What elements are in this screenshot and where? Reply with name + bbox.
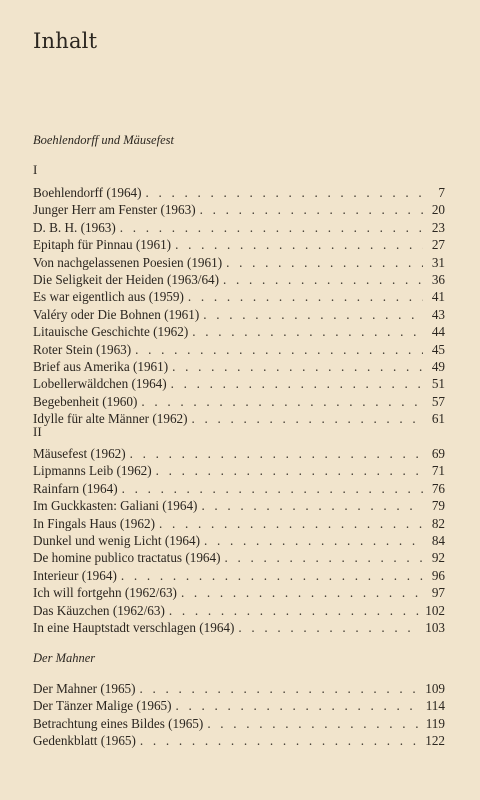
section-heading-1: Boehlendorff und Mäusefest bbox=[33, 133, 174, 147]
toc-entry-title: Die Seligkeit der Heiden (1963/64) bbox=[33, 271, 220, 287]
toc-entry bbox=[33, 584, 445, 601]
toc-entry-title: Von nachgelassenen Poesien (1961) bbox=[33, 254, 223, 270]
toc-entry bbox=[33, 732, 445, 749]
toc-entry-title: Der Mahner (1965) bbox=[33, 681, 136, 696]
dot-leader bbox=[171, 375, 423, 392]
toc-entry-page: 114 bbox=[425, 698, 445, 714]
dot-leader bbox=[181, 584, 423, 601]
toc-entry-title: In eine Hauptstadt verschlagen (1964) bbox=[33, 619, 235, 635]
dot-leader bbox=[172, 358, 423, 375]
toc-entry-page: 45 bbox=[431, 341, 445, 357]
toc-entry-title: Im Guckkasten: Galiani (1964) bbox=[33, 498, 198, 514]
toc-entry-title: Roter Stein (1963) bbox=[33, 341, 132, 357]
toc-entry-page: 82 bbox=[431, 515, 445, 531]
toc-entry-page: 36 bbox=[431, 271, 445, 287]
dot-leader bbox=[238, 619, 421, 636]
toc-entry-title: Betrachtung eines Bildes (1965) bbox=[33, 715, 204, 731]
toc-entry-page: 57 bbox=[431, 393, 445, 409]
toc-entry-title: D. B. H. (1963) bbox=[33, 219, 116, 235]
toc-entry-title: Gedenkblatt (1965) bbox=[33, 733, 136, 749]
section-heading-2: Der Mahner bbox=[33, 651, 96, 665]
toc-entry bbox=[33, 306, 445, 323]
toc-entry-page: 92 bbox=[431, 550, 445, 566]
toc-entry bbox=[33, 410, 445, 427]
dot-leader bbox=[176, 697, 422, 714]
toc-entry-title: Mäusefest (1962) bbox=[33, 446, 126, 461]
toc-entry bbox=[33, 341, 445, 358]
toc-entry-title: Brief aus Amerika (1961) bbox=[33, 358, 169, 374]
toc-entry-title: Dunkel und wenig Licht (1964) bbox=[33, 532, 201, 548]
dot-leader bbox=[122, 480, 423, 497]
dot-leader bbox=[223, 271, 423, 288]
dot-leader bbox=[225, 549, 423, 566]
toc-entry-title: Begebenheit (1960) bbox=[33, 393, 138, 409]
toc-entry bbox=[33, 201, 445, 218]
dot-leader bbox=[141, 393, 423, 410]
dot-leader bbox=[203, 306, 423, 323]
toc-entry-page: 79 bbox=[431, 498, 445, 514]
toc-entry-page: 27 bbox=[431, 237, 445, 253]
toc-entry-title: Es war eigentlich aus (1959) bbox=[33, 289, 184, 305]
dot-leader bbox=[140, 732, 421, 749]
toc-entry-page: 122 bbox=[425, 733, 445, 749]
toc-entry-title: Litauische Geschichte (1962) bbox=[33, 324, 189, 340]
toc-entry-page: 69 bbox=[431, 446, 445, 461]
toc-entry-page: 119 bbox=[425, 715, 445, 731]
toc-entry-page: 109 bbox=[425, 681, 445, 696]
toc-entry bbox=[33, 462, 445, 479]
dot-leader bbox=[188, 288, 423, 305]
dot-leader bbox=[200, 201, 423, 218]
dot-leader bbox=[140, 680, 422, 697]
toc-entry bbox=[33, 445, 445, 462]
dot-leader bbox=[175, 236, 423, 253]
dot-leader bbox=[120, 219, 423, 236]
dot-leader bbox=[159, 515, 423, 532]
toc-entry-title: Epitaph für Pinnau (1961) bbox=[33, 237, 172, 253]
dot-leader bbox=[169, 602, 421, 619]
toc-entry-page: 103 bbox=[425, 619, 445, 635]
toc-entry bbox=[33, 323, 445, 340]
dot-leader bbox=[201, 497, 423, 514]
toc-entry-page: 102 bbox=[425, 602, 445, 618]
dot-leader bbox=[207, 715, 421, 732]
toc-entry-page: 96 bbox=[431, 567, 445, 583]
toc-entry-title: Junger Herr am Fenster (1963) bbox=[33, 202, 196, 218]
page-title: Inhalt bbox=[33, 29, 98, 53]
toc-entry-title: Rainfarn (1964) bbox=[33, 480, 118, 496]
toc-list-part-1 bbox=[33, 184, 445, 427]
dot-leader bbox=[121, 567, 423, 584]
toc-entry-page: 31 bbox=[431, 254, 445, 270]
toc-entry-page: 20 bbox=[431, 202, 445, 218]
toc-entry bbox=[33, 375, 445, 392]
toc-entry-title: Lobellerwäldchen (1964) bbox=[33, 376, 167, 392]
toc-entry bbox=[33, 358, 445, 375]
toc-entry bbox=[33, 619, 445, 636]
toc-entry-page: 61 bbox=[431, 411, 445, 427]
toc-entry-title: De homine publico tractatus (1964) bbox=[33, 550, 221, 566]
toc-entry-title: Das Käuzchen (1962/63) bbox=[33, 602, 165, 618]
toc-entry bbox=[33, 602, 445, 619]
toc-entry-page: 71 bbox=[431, 463, 445, 479]
toc-entry bbox=[33, 549, 445, 566]
dot-leader bbox=[226, 254, 423, 271]
toc-entry-title: In Fingals Haus (1962) bbox=[33, 515, 155, 531]
toc-entry-page: 43 bbox=[431, 306, 445, 322]
toc-list-section-2 bbox=[33, 680, 445, 750]
toc-entry-page: 51 bbox=[431, 376, 445, 392]
toc-entry bbox=[33, 480, 445, 497]
toc-entry-title: Der Tänzer Malige (1965) bbox=[33, 698, 172, 714]
toc-entry bbox=[33, 697, 445, 714]
part-numeral-2: II bbox=[33, 424, 42, 439]
toc-entry-page: 41 bbox=[431, 289, 445, 305]
toc-entry-title: Idylle für alte Männer (1962) bbox=[33, 411, 188, 427]
toc-entry bbox=[33, 219, 445, 236]
dot-leader bbox=[135, 341, 423, 358]
dot-leader bbox=[156, 462, 423, 479]
toc-entry bbox=[33, 567, 445, 584]
toc-entry bbox=[33, 715, 445, 732]
toc-entry bbox=[33, 393, 445, 410]
toc-entry bbox=[33, 497, 445, 514]
toc-entry bbox=[33, 254, 445, 271]
toc-entry-page: 49 bbox=[431, 358, 445, 374]
toc-entry-title: Ich will fortgehn (1962/63) bbox=[33, 585, 177, 601]
toc-entry-page: 7 bbox=[438, 185, 445, 200]
toc-entry-title: Interieur (1964) bbox=[33, 567, 117, 583]
dot-leader bbox=[146, 184, 423, 201]
toc-entry bbox=[33, 532, 445, 549]
dot-leader bbox=[192, 410, 423, 427]
dot-leader bbox=[130, 445, 423, 462]
toc-entry bbox=[33, 236, 445, 253]
part-numeral-1: I bbox=[33, 162, 38, 177]
toc-entry-page: 76 bbox=[431, 480, 445, 496]
toc-entry bbox=[33, 271, 445, 288]
dot-leader bbox=[192, 323, 423, 340]
toc-entry-page: 23 bbox=[431, 219, 445, 235]
toc-entry-title: Valéry oder Die Bohnen (1961) bbox=[33, 306, 200, 322]
toc-list-part-2 bbox=[33, 445, 445, 636]
toc-entry-page: 84 bbox=[431, 532, 445, 548]
toc-entry bbox=[33, 680, 445, 697]
dot-leader bbox=[204, 532, 423, 549]
toc-entry bbox=[33, 288, 445, 305]
toc-entry bbox=[33, 184, 445, 201]
toc-entry-page: 97 bbox=[431, 585, 445, 601]
toc-entry-title: Lipmanns Leib (1962) bbox=[33, 463, 152, 479]
toc-entry-title: Boehlendorff (1964) bbox=[33, 185, 142, 200]
toc-entry bbox=[33, 515, 445, 532]
toc-entry-page: 44 bbox=[431, 324, 445, 340]
